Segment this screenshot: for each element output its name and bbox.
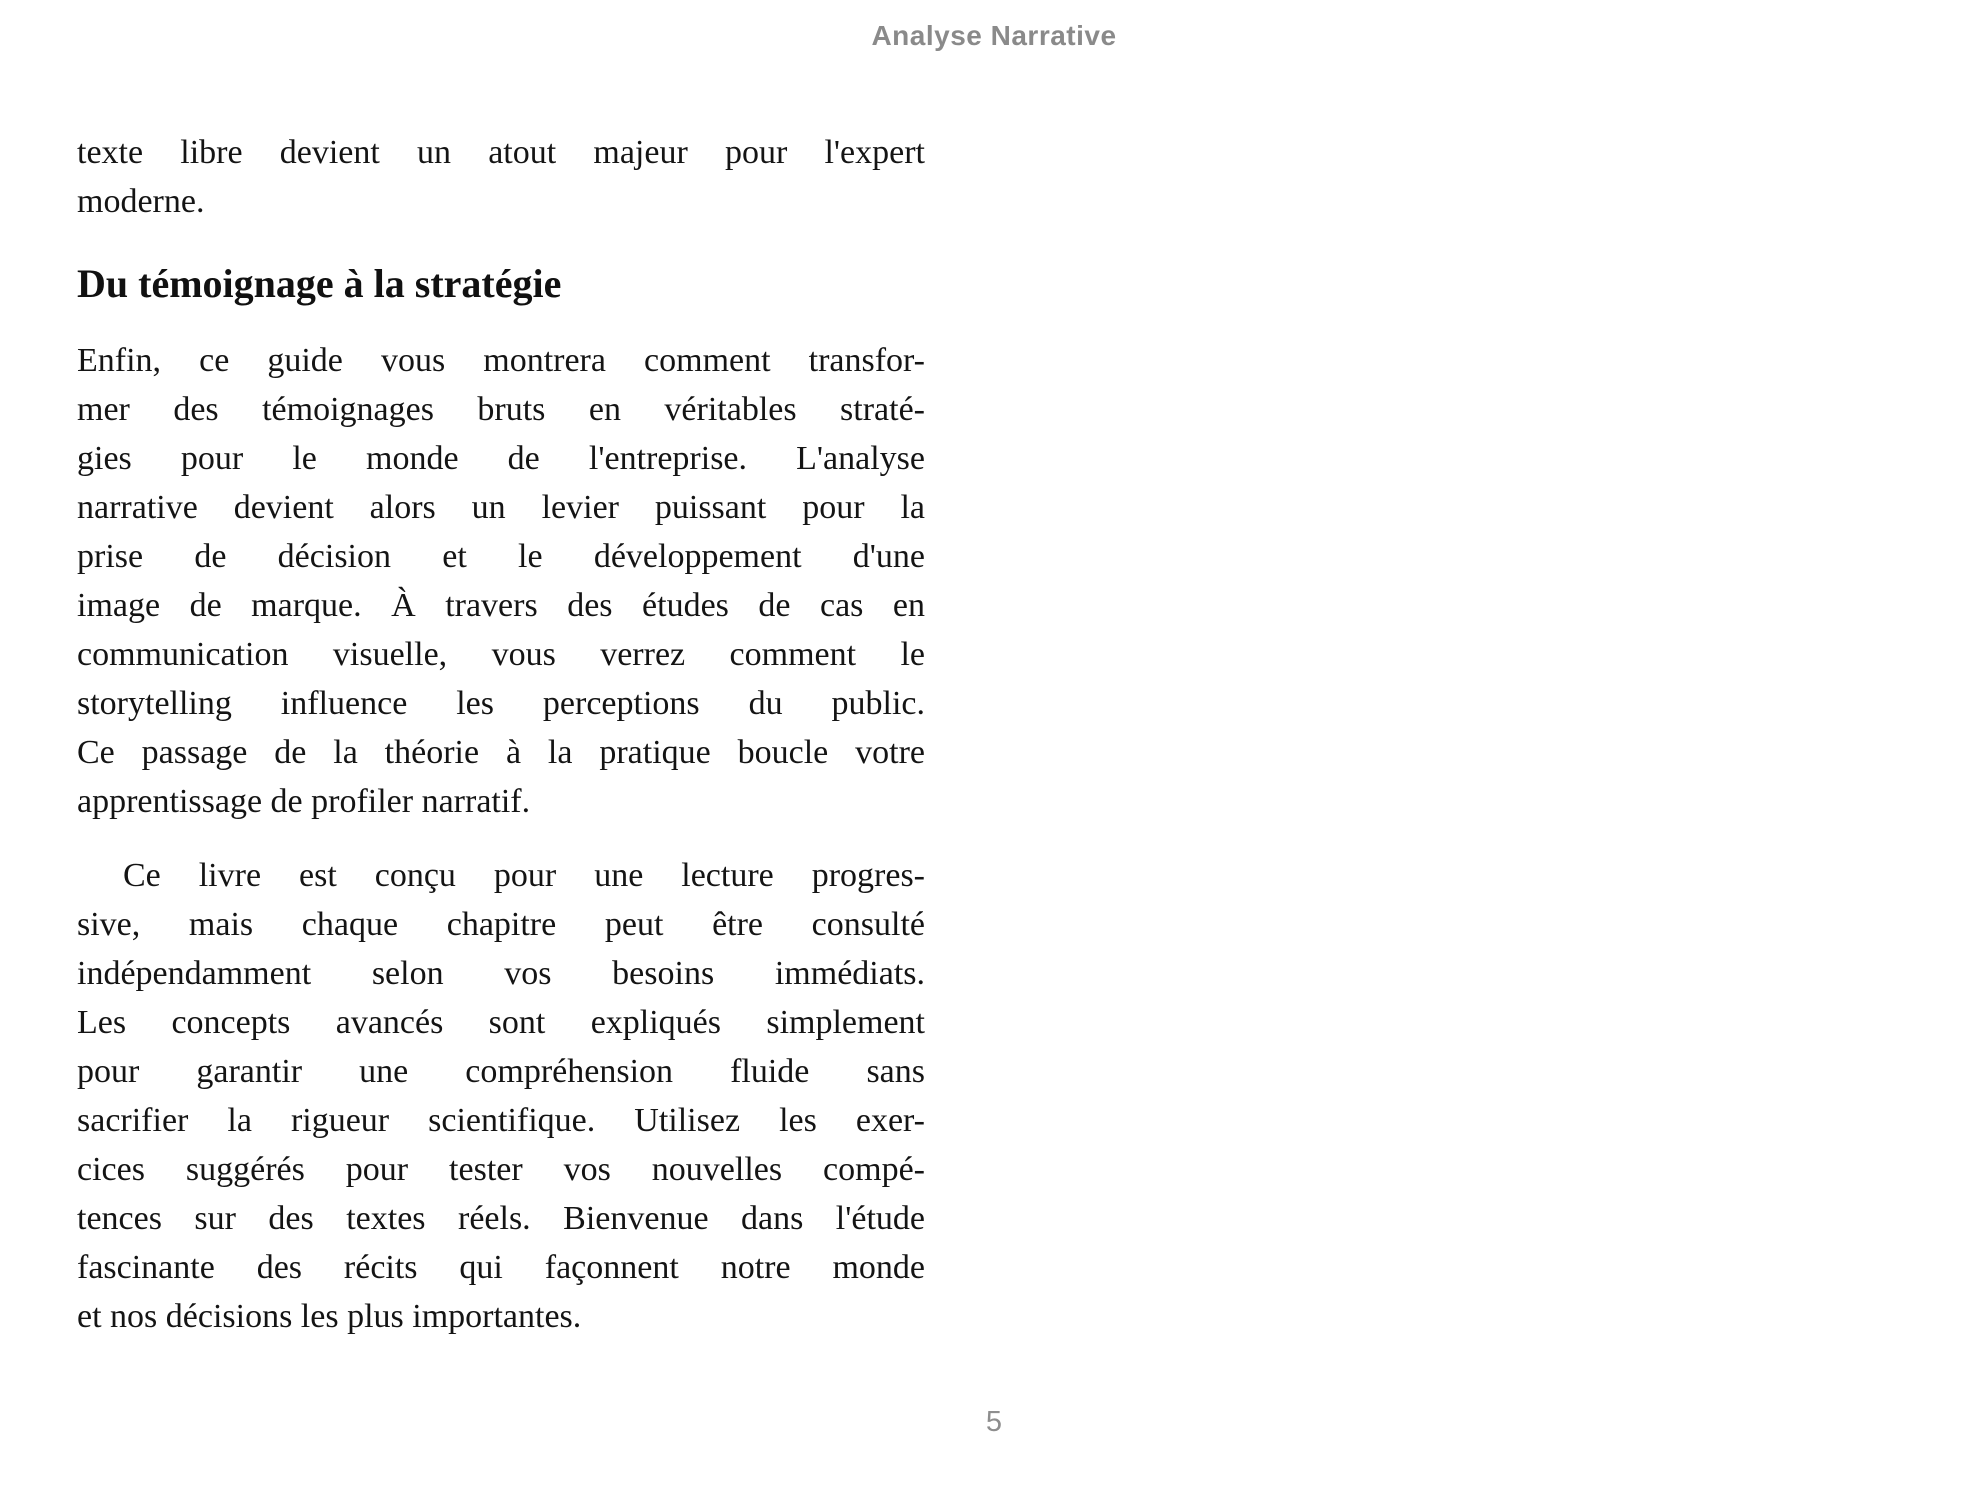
text-line: storytelling influence les perceptions du public.: [77, 685, 925, 722]
text-line: sive, mais chaque chapitre peut être consulté: [77, 906, 925, 943]
text-line: Les concepts avancés sont expliqués simplement: [77, 1004, 925, 1041]
text-line: Ce livre est conçu pour une lecture progres-: [123, 857, 925, 894]
text-line: texte libre devient un atout majeur pour l'expert: [77, 134, 925, 171]
text-line: image de marque. À travers des études de cas en: [77, 587, 925, 624]
text-line: gies pour le monde de l'entreprise. L'analyse: [77, 440, 925, 477]
text-line: prise de décision et le développement d'une: [77, 538, 925, 575]
paragraph: [77, 336, 925, 826]
text-line: et nos décisions les plus importantes.: [77, 1298, 582, 1335]
text-line: tences sur des textes réels. Bienvenue dans l'étude: [77, 1200, 925, 1237]
text-line: pour garantir une compréhension fluide sans: [77, 1053, 925, 1090]
text-line: narrative devient alors un levier puissant pour la: [77, 489, 925, 526]
page-number: 5: [985, 1406, 1003, 1438]
text-line: communication visuelle, vous verrez comment le: [77, 636, 925, 673]
text-line: indépendamment selon vos besoins immédiats.: [77, 955, 925, 992]
text-line: mer des témoignages bruts en véritables straté-: [77, 391, 925, 428]
section-heading: Du témoignage à la stratégie: [77, 261, 562, 306]
running-title: Analyse Narrative: [871, 20, 1117, 51]
text-line: apprentissage de profiler narratif.: [77, 783, 531, 820]
text-line: cices suggérés pour tester vos nouvelles compé-: [77, 1151, 925, 1188]
text-line: fascinante des récits qui façonnent notre monde: [77, 1249, 925, 1286]
paragraph: [77, 851, 925, 1341]
paragraph: [77, 128, 925, 226]
text-line: sacrifier la rigueur scientifique. Utilisez les exer-: [77, 1102, 925, 1139]
page-text: [77, 128, 925, 1341]
text-line: moderne.: [77, 183, 205, 220]
text-line: Ce passage de la théorie à la pratique boucle votre: [77, 734, 925, 771]
text-line: Enfin, ce guide vous montrera comment transfor-: [77, 342, 925, 379]
